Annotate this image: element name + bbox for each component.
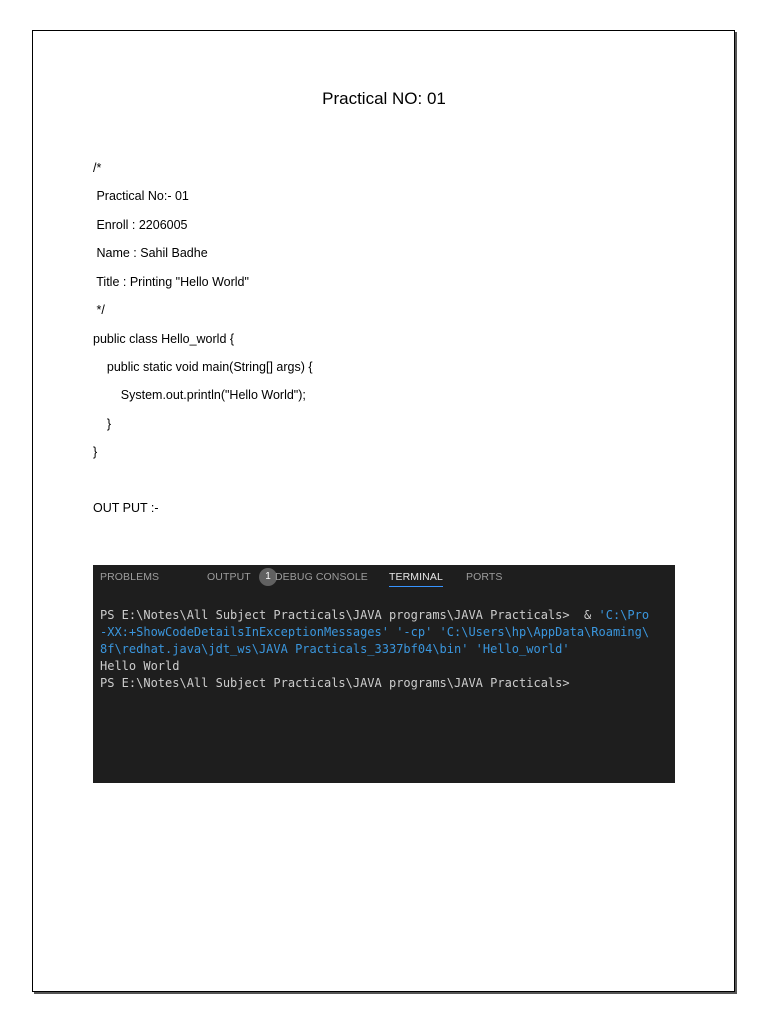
terminal-prompt-line: PS E:\Notes\All Subject Practicals\JAVA programs\JAVA Practicals> <box>100 676 570 690</box>
terminal-line: 8f\redhat.java\jdt_ws\JAVA Practicals_3337bf04\bin' 'Hello_world' <box>100 642 570 656</box>
page-title: Practical NO: 01 <box>322 89 446 108</box>
terminal-prompt: PS E:\Notes\All Subject Practicals\JAVA programs\JAVA Practicals> & <box>100 608 599 622</box>
terminal-output-line: Hello World <box>100 659 180 673</box>
code-line: } <box>93 445 98 459</box>
code-line: System.out.println("Hello World"); <box>93 388 306 402</box>
code-line: */ <box>93 303 105 317</box>
code-line: } <box>93 417 112 431</box>
output-label: OUT PUT :- <box>93 501 159 515</box>
tab-output[interactable]: OUTPUT <box>207 571 251 583</box>
tab-problems[interactable]: PROBLEMS <box>100 571 160 583</box>
terminal-line <box>100 607 649 624</box>
code-line: /* <box>93 161 102 175</box>
code-line: public class Hello_world { <box>93 332 235 346</box>
code-line: Enroll : 2206005 <box>93 218 188 232</box>
terminal-panel <box>93 565 675 783</box>
terminal-tab-bar <box>93 565 675 591</box>
tab-ports[interactable]: PORTS <box>466 571 503 583</box>
code-line: Practical No:- 01 <box>93 189 189 203</box>
code-line: Name : Sahil Badhe <box>93 246 208 260</box>
terminal-command: 'C:\Pro <box>598 608 650 622</box>
tab-debug-console[interactable]: DEBUG CONSOLE <box>275 571 368 583</box>
problems-count-badge: 1 <box>259 568 277 586</box>
terminal-line: -XX:+ShowCodeDetailsInExceptionMessages' '-cp' 'C:\Users\hp\AppData\Roaming\ <box>100 625 650 639</box>
code-line: public static void main(String[] args) { <box>93 360 313 374</box>
code-line: Title : Printing "Hello World" <box>93 275 249 289</box>
tab-terminal[interactable]: TERMINAL <box>389 570 443 587</box>
